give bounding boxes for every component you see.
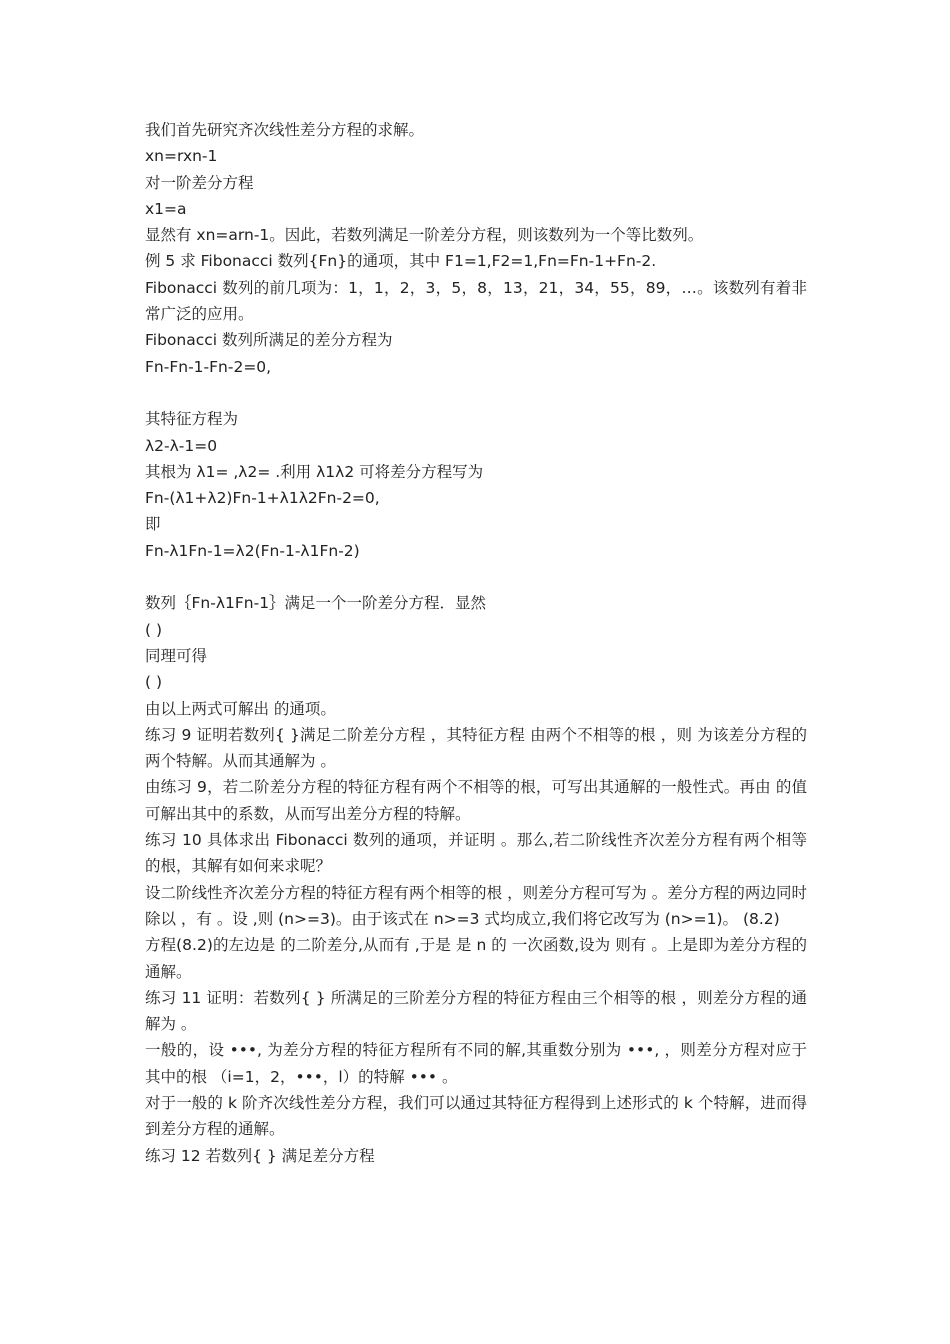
exercise-10: 练习 10 具体求出 Fibonacci 数列的通项，并证明 。那么,若二阶线性齐次差分方程有两个相等的根，其解有如何来求呢？ [145, 831, 807, 876]
paragraph: 同理可得 [145, 646, 208, 665]
formula-line: ( ) [145, 620, 163, 639]
paragraph: Fibonacci 数列的前几项为：1，1，2，3，5，8，13，21，34，55，89，…。该数列有着非常广泛的应用。 [145, 278, 807, 324]
blank-line [145, 564, 807, 590]
exercise-11: 练习 11 证明：若数列{ } 所满足的三阶差分方程的特征方程由三个相等的根 ，则差分方程的通解为 。 [145, 988, 807, 1034]
formula-line: Fn-λ1Fn-1=λ2(Fn-1-λ1Fn-2) [145, 541, 360, 560]
paragraph: 由练习 9，若二阶差分方程的特征方程有两个不相等的根，可写出其通解的一般性式。再由 的值可解出其中的系数，从而写出差分方程的特解。 [145, 778, 807, 823]
paragraph: 设二阶线性齐次差分方程的特征方程有两个相等的根 ，则差分方程可写为 。差分方程的两边同时除以 ，有 。设 ,则 (n>=3)。由于该式在 n>=3 式均成立,我们将它改写为 (n>=1)。 (8.2) [145, 883, 807, 928]
paragraph: 其特征方程为 [145, 410, 239, 429]
paragraph: 数列｛Fn-λ1Fn-1｝满足一个一阶差分方程．显然 [145, 594, 487, 613]
paragraph: 其根为 λ1= ,λ2= .利用 λ1λ2 可将差分方程写为 [145, 462, 484, 481]
formula-line: ( ) [145, 673, 163, 692]
paragraph: 对一阶差分方程 [145, 173, 254, 192]
paragraph: Fibonacci 数列所满足的差分方程为 [145, 331, 393, 350]
exercise-9: 练习 9 证明若数列{ }满足二阶差分方程 ，其特征方程 由两个不相等的根 ，则 为该差分方程的两个特解。从而其通解为 。 [145, 725, 807, 771]
formula-line: Fn-Fn-1-Fn-2=0, [145, 357, 272, 376]
formula-line: xn=rxn-1 [145, 147, 218, 166]
paragraph: 即 [145, 515, 161, 534]
paragraph: 一般的，设 •••, 为差分方程的特征方程所有不同的解,其重数分别为 •••, ，则差分方程对应于其中的根 （i=1，2，•••，l）的特解 ••• 。 [145, 1041, 807, 1086]
paragraph-intro: 我们首先研究齐次线性差分方程的求解。 [145, 121, 425, 139]
formula-line: λ2-λ-1=0 [145, 436, 218, 455]
paragraph: 方程(8.2)的左边是 的二阶差分,从而有 ,于是 是 n 的 一次函数,设为 则有 。上是即为差分方程的通解。 [145, 936, 807, 981]
exercise-12: 练习 12 若数列{ } 满足差分方程 [145, 1146, 375, 1165]
paragraph: 对于一般的 k 阶齐次线性差分方程，我们可以通过其特征方程得到上述形式的 k 个特解，进而得到差分方程的通解。 [145, 1093, 807, 1139]
formula-line: Fn-(λ1+λ2)Fn-1+λ1λ2Fn-2=0, [145, 489, 380, 508]
blank-line [145, 380, 807, 406]
paragraph: 由以上两式可解出 的通项。 [145, 699, 336, 718]
document-body [145, 117, 807, 1169]
paragraph: 显然有 xn=arn-1。因此，若数列满足一阶差分方程，则该数列为一个等比数列。 [145, 226, 704, 245]
formula-line: x1=a [145, 199, 187, 218]
example-heading: 例 5 求 Fibonacci 数列{Fn}的通项，其中 F1=1,F2=1,Fn=Fn-1+Fn-2. [145, 252, 657, 271]
